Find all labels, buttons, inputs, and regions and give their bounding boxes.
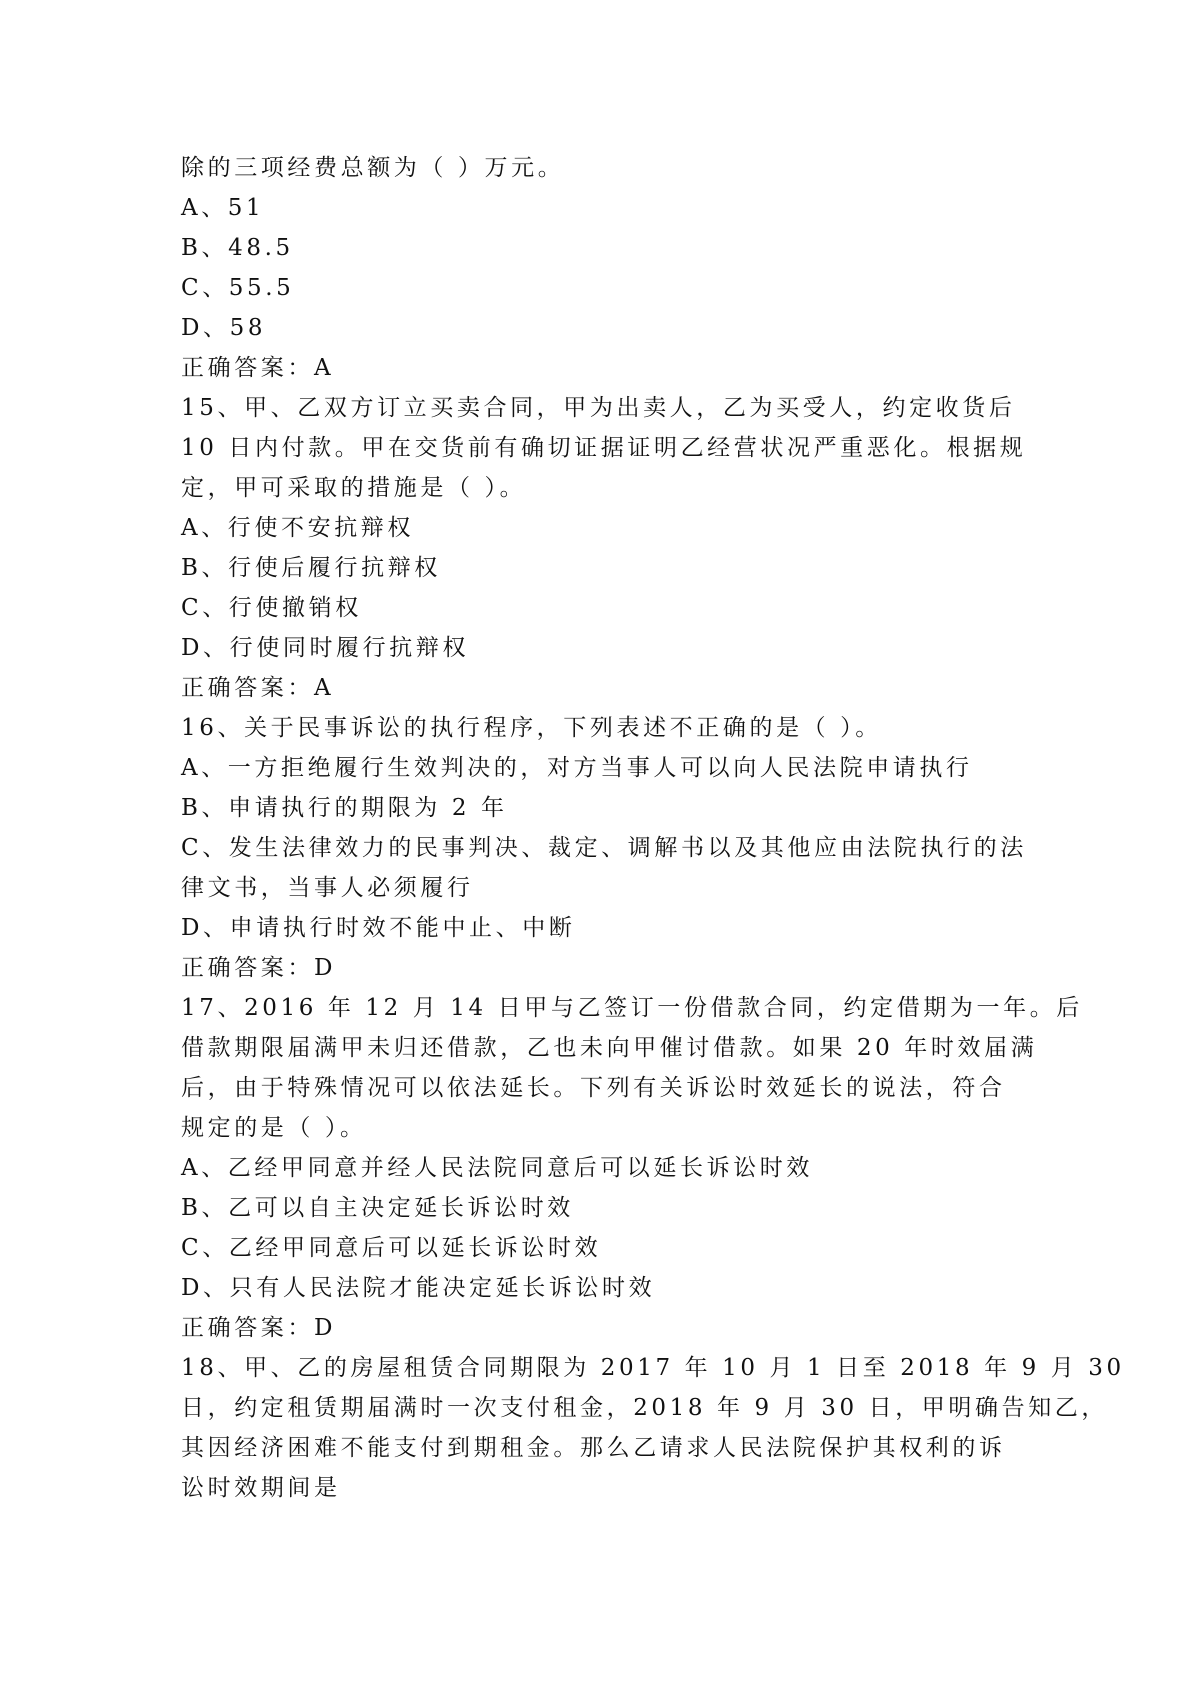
question-15-option-a: A、行使不安抗辩权 [181,515,415,541]
question-14-option-d: D、58 [181,315,267,341]
question-18-stem-line-3: 其因经济困难不能支付到期租金。那么乙请求人民法院保护其权利的诉 [181,1435,1006,1461]
question-14-option-a: A、51 [181,195,265,221]
question-16-option-c-line-1: C、发生法律效力的民事判决、裁定、调解书以及其他应由法院执行的法 [181,835,1027,861]
question-15-stem-line-2: 10 日内付款。甲在交货前有确切证据证明乙经营状况严重恶化。根据规 [181,435,1027,461]
question-15-answer: 正确答案：A [181,675,335,701]
question-17-option-d: D、只有人民法院才能决定延长诉讼时效 [181,1275,656,1301]
question-17-answer: 正确答案：D [181,1315,337,1341]
question-14-answer: 正确答案：A [181,355,335,381]
question-16-option-d: D、申请执行时效不能中止、中断 [181,915,576,941]
question-15-stem-line-1: 15、甲、乙双方订立买卖合同，甲为出卖人，乙为买受人，约定收货后 [181,395,1016,421]
question-17-stem-line-4: 规定的是（ ）。 [181,1115,367,1141]
question-14-stem-tail: 除的三项经费总额为（ ）万元。 [181,155,565,181]
question-14-option-c: C、55.5 [181,275,295,301]
question-17-option-b: B、乙可以自主决定延长诉讼时效 [181,1195,574,1221]
question-17-stem-line-1: 17、2016 年 12 月 14 日甲与乙签订一份借款合同，约定借期为一年。后 [181,995,1083,1021]
question-14-option-b: B、48.5 [181,235,294,261]
question-16-answer: 正确答案：D [181,955,337,981]
question-18-stem-line-2: 日，约定租赁期届满时一次支付租金，2018 年 9 月 30 日，甲明确告知乙， [181,1395,1108,1421]
question-15-option-d: D、行使同时履行抗辩权 [181,635,470,661]
question-18-stem-line-4: 讼时效期间是 [181,1475,341,1501]
question-15-option-c: C、行使撤销权 [181,595,362,621]
question-17-option-a: A、乙经甲同意并经人民法院同意后可以延长诉讼时效 [181,1155,814,1181]
document-body [181,148,1125,1508]
question-16-option-a: A、一方拒绝履行生效判决的，对方当事人可以向人民法院申请执行 [181,755,973,781]
question-16-option-b: B、申请执行的期限为 2 年 [181,795,508,821]
question-17-stem-line-3: 后，由于特殊情况可以依法延长。下列有关诉讼时效延长的说法，符合 [181,1075,1006,1101]
question-18-stem-line-1: 18、甲、乙的房屋租赁合同期限为 2017 年 10 月 1 日至 2018 年 9 月 30 [181,1355,1125,1381]
question-15-stem-line-3: 定，甲可采取的措施是（ ）。 [181,475,527,501]
question-17-stem-line-2: 借款期限届满甲未归还借款，乙也未向甲催讨借款。如果 20 年时效届满 [181,1035,1038,1061]
question-16-option-c-line-2: 律文书，当事人必须履行 [181,875,474,901]
question-17-option-c: C、乙经甲同意后可以延长诉讼时效 [181,1235,602,1261]
question-16-stem: 16、关于民事诉讼的执行程序，下列表述不正确的是（ ）。 [181,715,882,741]
question-15-option-b: B、行使后履行抗辩权 [181,555,441,581]
